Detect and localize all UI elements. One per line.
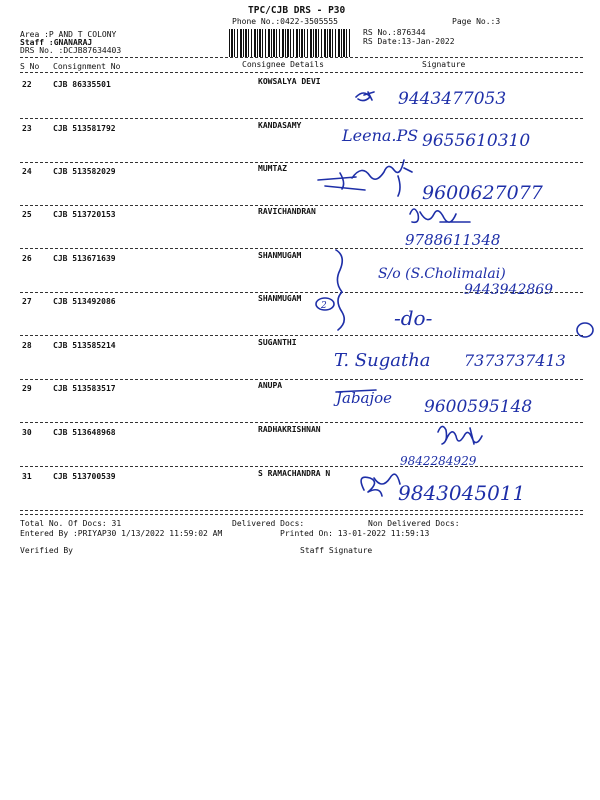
row-consignee-name: RAVICHANDRAN bbox=[258, 207, 316, 216]
col-details: Consignee Details bbox=[242, 60, 324, 69]
signature-row-30 bbox=[400, 426, 482, 468]
signature-row-23 bbox=[341, 126, 530, 151]
row-sno: 30 bbox=[22, 428, 32, 437]
handwritten-phone-29: 9600595148 bbox=[424, 397, 533, 417]
handwritten-name-28: T. Sugatha bbox=[334, 350, 431, 371]
barcode bbox=[229, 29, 352, 57]
row-separator bbox=[20, 510, 583, 511]
row-separator bbox=[20, 422, 583, 423]
row-consignee-name: KANDASAMY bbox=[258, 121, 302, 130]
row-sno: 27 bbox=[22, 297, 32, 306]
row-separator bbox=[20, 162, 583, 163]
handwritten-name-23: Leena.PS bbox=[342, 126, 419, 145]
row-separator bbox=[20, 335, 583, 336]
handwritten-name-29: Jabajoe bbox=[336, 389, 393, 407]
staff-signature-label: Staff Signature bbox=[300, 546, 373, 555]
row-separator bbox=[20, 248, 583, 249]
footer-rule bbox=[20, 514, 583, 515]
signature-row-24 bbox=[318, 160, 544, 204]
row-sno: 24 bbox=[22, 167, 32, 176]
row-consignment-no: CJB 513581792 bbox=[53, 124, 116, 133]
row-consignee-name: ANUPA bbox=[258, 381, 283, 390]
row-consignee-name: SHANMUGAM bbox=[258, 294, 302, 303]
delivered-docs: Delivered Docs: bbox=[232, 519, 305, 528]
row-consignee-name: SHANMUGAM bbox=[258, 251, 302, 260]
row-consignee-name: RADHAKRISHNAN bbox=[258, 425, 321, 434]
handwritten-phone-31: 9843045011 bbox=[398, 481, 526, 505]
row-sno: 25 bbox=[22, 210, 32, 219]
page-number: Page No.:3 bbox=[452, 17, 501, 26]
row-consignment-no: CJB 86335501 bbox=[53, 80, 111, 89]
row-separator bbox=[20, 292, 583, 293]
rs-number: RS No.:876344 bbox=[363, 28, 426, 37]
handwritten-phone-30: 9842284929 bbox=[400, 454, 477, 468]
rs-date: RS Date:13-Jan-2022 bbox=[363, 37, 455, 46]
row-separator bbox=[20, 205, 583, 206]
staff-label: Staff :GNANARAJ bbox=[20, 38, 93, 47]
row-consignee-name: KOWSALYA DEVI bbox=[258, 77, 321, 86]
header-rule-bottom bbox=[20, 72, 583, 73]
row-consignment-no: CJB 513582029 bbox=[53, 167, 116, 176]
handwritten-phone-26: 9443942869 bbox=[464, 282, 554, 298]
col-signature: Signature bbox=[422, 60, 466, 69]
signature-row-25 bbox=[405, 209, 500, 249]
row-consignment-no: CJB 513492086 bbox=[53, 297, 116, 306]
col-sno: S No bbox=[20, 62, 40, 71]
signature-row-26 bbox=[336, 250, 553, 330]
verified-by: Verified By bbox=[20, 546, 73, 555]
row-sno: 28 bbox=[22, 341, 32, 350]
total-docs: Total No. Of Docs: 31 bbox=[20, 519, 122, 528]
signature-row-29 bbox=[333, 389, 532, 417]
handwritten-ditto-27: -do- bbox=[394, 306, 433, 330]
signature-row-27 bbox=[316, 298, 593, 337]
entered-by: Entered By :PRIYAP30 1/13/2022 11:59:02 AM bbox=[20, 529, 223, 538]
signature-row-22 bbox=[356, 89, 506, 109]
row-consignment-no: CJB 513648968 bbox=[53, 428, 116, 437]
handwritten-phone-22: 9443477053 bbox=[398, 89, 507, 109]
row-consignee-name: S RAMACHANDRA N bbox=[258, 469, 331, 478]
row-consignment-no: CJB 513720153 bbox=[53, 210, 116, 219]
row-separator bbox=[20, 118, 583, 119]
col-consignment: Consignment No bbox=[53, 62, 121, 71]
row-consignment-no: CJB 513585214 bbox=[53, 341, 116, 350]
row-consignment-no: CJB 513700539 bbox=[53, 472, 116, 481]
row-consignment-no: CJB 513671639 bbox=[53, 254, 116, 263]
phone-number: Phone No.:0422-3505555 bbox=[232, 17, 338, 26]
header-rule-top bbox=[20, 57, 583, 58]
area-label: Area :P AND T COLONY bbox=[20, 30, 117, 39]
row-sno: 22 bbox=[22, 80, 32, 89]
row-sno: 31 bbox=[22, 472, 32, 481]
signature-row-31 bbox=[361, 474, 525, 505]
handwritten-phone-24: 9600627077 bbox=[422, 182, 543, 204]
handwritten-phone-28: 7373737413 bbox=[464, 351, 566, 370]
row-consignee-name: MUMTAZ bbox=[258, 164, 287, 173]
handwritten-name-26: S/o (S.Cholimalai) bbox=[378, 266, 506, 282]
row-sno: 23 bbox=[22, 124, 32, 133]
printed-on: Printed On: 13-01-2022 11:59:13 bbox=[280, 529, 430, 538]
handwritten-phone-23: 9655610310 bbox=[422, 131, 531, 151]
handwritten-mark-27: 2 bbox=[321, 301, 327, 311]
signature-row-28 bbox=[334, 350, 566, 371]
drs-number: DRS No. :DCJB87634403 bbox=[20, 46, 122, 55]
document-title: TPC/CJB DRS - P30 bbox=[248, 5, 346, 16]
row-separator bbox=[20, 379, 583, 380]
non-delivered-docs: Non Delivered Docs: bbox=[368, 519, 460, 528]
row-consignee-name: SUGANTHI bbox=[258, 338, 297, 347]
row-consignment-no: CJB 513583517 bbox=[53, 384, 116, 393]
handwritten-phone-25: 9788611348 bbox=[405, 231, 501, 249]
row-sno: 29 bbox=[22, 384, 32, 393]
row-sno: 26 bbox=[22, 254, 32, 263]
row-separator bbox=[20, 466, 583, 467]
